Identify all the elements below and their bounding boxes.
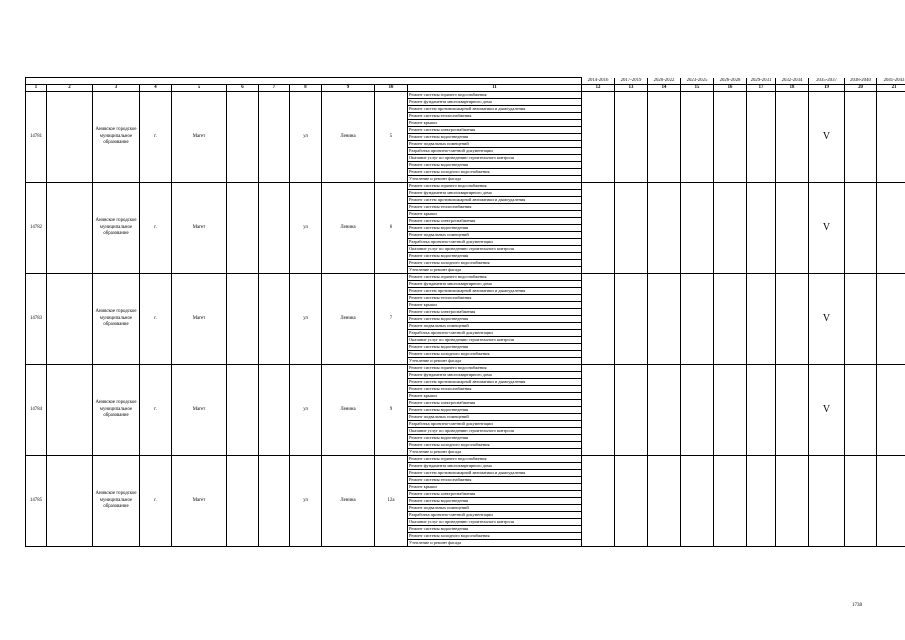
column-number-cell: 1 [26, 85, 47, 92]
years-spacer-cell [172, 78, 227, 85]
year-mark-cell [648, 92, 681, 183]
work-type-cell: Ремонт системы водоотведения [408, 162, 582, 169]
empty-cell [259, 365, 290, 456]
year-mark-cell [582, 456, 615, 547]
street-type-cell: ул [290, 92, 322, 183]
work-type-cell: Ремонт систем противопожарной автоматики и дымоудаления [408, 288, 582, 295]
locality-cell: Магет [172, 183, 227, 274]
year-mark-cell [845, 183, 877, 274]
street-cell: Ленина [322, 183, 375, 274]
year-mark-cell [877, 274, 905, 365]
years-spacer-cell [47, 78, 93, 85]
work-type-cell: Ремонт крыши [408, 302, 582, 309]
year-mark-cell [776, 274, 809, 365]
work-type-cell: Ремонт крыши [408, 393, 582, 400]
row-id-cell: 14782 [26, 183, 47, 274]
house-number-cell: 7 [375, 274, 408, 365]
year-mark-cell [845, 365, 877, 456]
year-period-cell: 2032-2034 [776, 78, 809, 85]
column-number-cell: 17 [747, 85, 776, 92]
empty-cell [227, 183, 259, 274]
work-type-cell: Ремонт фундамента многоквартирного дома [408, 99, 582, 106]
work-type-cell: Ремонт систем противопожарной автоматики и дымоудаления [408, 470, 582, 477]
table-row [26, 274, 905, 281]
repair-mark: V [809, 183, 845, 274]
work-type-cell: Ремонт фундамента многоквартирного дома [408, 372, 582, 379]
year-period-cell: 2026-2028 [714, 78, 747, 85]
work-type-cell: Ремонт системы теплоснабжения [408, 204, 582, 211]
year-mark-cell [615, 456, 648, 547]
work-type-cell: Ремонт системы горячего водоснабжения [408, 183, 582, 190]
work-type-cell: Ремонт системы водоотведения [408, 134, 582, 141]
work-type-cell: Разработка проектно-сметной документации [408, 512, 582, 519]
column-number-cell: 10 [375, 85, 408, 92]
locality-type-cell: г. [140, 183, 172, 274]
empty-cell [259, 183, 290, 274]
work-type-cell: Ремонт системы горячего водоснабжения [408, 274, 582, 281]
work-type-cell: Утепление и ремонт фасада [408, 176, 582, 183]
work-type-cell: Разработка проектно-сметной документации [408, 421, 582, 428]
house-number-cell: 6 [375, 183, 408, 274]
empty-cell [47, 92, 93, 183]
empty-cell [47, 365, 93, 456]
work-type-cell: Ремонт крыши [408, 484, 582, 491]
years-spacer-cell [408, 78, 582, 85]
year-mark-cell [681, 456, 714, 547]
work-type-cell: Ремонт системы водоотведения [408, 407, 582, 414]
work-type-cell: Ремонт систем противопожарной автоматики и дымоудаления [408, 379, 582, 386]
work-type-cell: Ремонт системы холодного водоснабжения [408, 442, 582, 449]
repair-mark: V [809, 274, 845, 365]
work-type-cell: Оказание услуг по проведению строительного контроля [408, 337, 582, 344]
work-type-cell: Утепление и ремонт фасада [408, 449, 582, 456]
work-type-cell: Утепление и ремонт фасада [408, 267, 582, 274]
year-mark-cell [776, 365, 809, 456]
column-number-cell: 9 [322, 85, 375, 92]
work-type-cell: Ремонт системы горячего водоснабжения [408, 456, 582, 463]
work-type-cell: Оказание услуг по проведению строительного контроля [408, 428, 582, 435]
column-number-cell: 4 [140, 85, 172, 92]
year-mark-cell [648, 183, 681, 274]
year-mark-cell [845, 92, 877, 183]
locality-type-cell: г. [140, 92, 172, 183]
work-type-cell: Ремонт подвальных помещений [408, 323, 582, 330]
year-mark-cell [877, 92, 905, 183]
work-type-cell: Оказание услуг по проведению строительного контроля [408, 246, 582, 253]
years-spacer-cell [227, 78, 259, 85]
years-spacer-cell [375, 78, 408, 85]
column-number-cell: 21 [877, 85, 905, 92]
work-type-cell: Ремонт фундамента многоквартирного дома [408, 190, 582, 197]
empty-cell [47, 183, 93, 274]
year-period-cell: 2041-2043 [877, 78, 905, 85]
work-type-cell: Ремонт системы горячего водоснабжения [408, 92, 582, 99]
year-mark-cell [845, 274, 877, 365]
work-type-cell: Оказание услуг по проведению строительного контроля [408, 519, 582, 526]
year-mark-cell [747, 92, 776, 183]
column-number-cell: 14 [648, 85, 681, 92]
year-mark-cell [714, 183, 747, 274]
column-number-cell: 3 [93, 85, 140, 92]
year-period-cell: 2020-2022 [648, 78, 681, 85]
house-number-cell: 9 [375, 365, 408, 456]
street-type-cell: ул [290, 365, 322, 456]
year-mark-cell [615, 365, 648, 456]
work-type-cell: Ремонт подвальных помещений [408, 505, 582, 512]
empty-cell [47, 274, 93, 365]
empty-cell [47, 456, 93, 547]
work-type-cell: Ремонт системы теплоснабжения [408, 477, 582, 484]
row-id-cell: 14781 [26, 92, 47, 183]
year-mark-cell [681, 183, 714, 274]
year-period-cell: 2035-2037 [809, 78, 845, 85]
column-number-row [26, 85, 905, 92]
work-type-cell: Утепление и ремонт фасада [408, 540, 582, 547]
municipality-cell: Анивское городское муниципальное образование [93, 183, 140, 274]
work-type-cell: Ремонт подвальных помещений [408, 141, 582, 148]
table-row [26, 92, 905, 99]
year-mark-cell [615, 92, 648, 183]
year-period-cell: 2023-2025 [681, 78, 714, 85]
year-mark-cell [648, 365, 681, 456]
street-type-cell: ул [290, 183, 322, 274]
year-mark-cell [747, 365, 776, 456]
work-type-cell: Ремонт систем противопожарной автоматики и дымоудаления [408, 106, 582, 113]
year-mark-cell [877, 183, 905, 274]
year-mark-cell [714, 456, 747, 547]
empty-cell [227, 456, 259, 547]
year-period-cell: 2014-2016 [582, 78, 615, 85]
street-type-cell: ул [290, 456, 322, 547]
year-mark-cell [809, 456, 845, 547]
year-mark-cell [582, 92, 615, 183]
year-mark-cell [776, 92, 809, 183]
work-type-cell: Ремонт фундамента многоквартирного дома [408, 281, 582, 288]
work-type-cell: Оказание услуг по проведению строительного контроля [408, 155, 582, 162]
work-type-cell: Ремонт системы электроснабжения [408, 491, 582, 498]
work-type-cell: Ремонт системы водоотведения [408, 225, 582, 232]
street-cell: Ленина [322, 92, 375, 183]
work-type-cell: Ремонт системы электроснабжения [408, 127, 582, 134]
empty-cell [259, 92, 290, 183]
year-period-cell: 2029-2031 [747, 78, 776, 85]
year-mark-cell [714, 365, 747, 456]
street-cell: Ленина [322, 365, 375, 456]
year-mark-cell [615, 183, 648, 274]
column-number-cell: 15 [681, 85, 714, 92]
work-type-cell: Утепление и ремонт фасада [408, 358, 582, 365]
year-mark-cell [681, 92, 714, 183]
year-mark-cell [582, 183, 615, 274]
street-cell: Ленина [322, 274, 375, 365]
year-mark-cell [648, 456, 681, 547]
year-period-cell: 2038-2040 [845, 78, 877, 85]
column-number-cell: 2 [47, 85, 93, 92]
year-mark-cell [681, 274, 714, 365]
work-type-cell: Разработка проектно-сметной документации [408, 239, 582, 246]
year-mark-cell [648, 274, 681, 365]
years-spacer-cell [290, 78, 322, 85]
locality-type-cell: г. [140, 274, 172, 365]
municipality-cell: Анивское городское муниципальное образование [93, 92, 140, 183]
work-type-cell: Ремонт крыши [408, 120, 582, 127]
year-mark-cell [615, 274, 648, 365]
page-number: 1738 [852, 603, 862, 608]
work-type-cell: Ремонт системы водоотведения [408, 253, 582, 260]
work-type-cell: Ремонт систем противопожарной автоматики и дымоудаления [408, 197, 582, 204]
work-type-cell: Ремонт системы электроснабжения [408, 400, 582, 407]
years-spacer-cell [93, 78, 140, 85]
years-spacer-cell [140, 78, 172, 85]
column-number-cell: 13 [615, 85, 648, 92]
column-number-cell: 5 [172, 85, 227, 92]
column-number-cell: 7 [259, 85, 290, 92]
work-type-cell: Ремонт системы теплоснабжения [408, 295, 582, 302]
locality-cell: Магет [172, 92, 227, 183]
work-type-cell: Ремонт системы водоотведения [408, 435, 582, 442]
year-period-cell: 2017-2019 [615, 78, 648, 85]
municipality-cell: Анивское городское муниципальное образование [93, 365, 140, 456]
municipality-cell: Анивское городское муниципальное образование [93, 456, 140, 547]
table-row [26, 183, 905, 190]
work-type-cell: Ремонт системы водоотведения [408, 498, 582, 505]
year-mark-cell [714, 274, 747, 365]
empty-cell [227, 92, 259, 183]
year-mark-cell [582, 274, 615, 365]
work-type-cell: Ремонт крыши [408, 211, 582, 218]
locality-cell: Магет [172, 456, 227, 547]
work-type-cell: Ремонт подвальных помещений [408, 232, 582, 239]
column-number-cell: 8 [290, 85, 322, 92]
year-mark-cell [776, 456, 809, 547]
capital-repair-table [25, 77, 905, 547]
years-spacer-cell [322, 78, 375, 85]
work-type-cell: Ремонт подвальных помещений [408, 414, 582, 421]
locality-cell: Магет [172, 274, 227, 365]
locality-cell: Магет [172, 365, 227, 456]
municipality-cell: Анивское городское муниципальное образование [93, 274, 140, 365]
column-number-cell: 16 [714, 85, 747, 92]
row-id-cell: 14785 [26, 456, 47, 547]
empty-cell [259, 456, 290, 547]
year-mark-cell [877, 456, 905, 547]
work-type-cell: Ремонт системы горячего водоснабжения [408, 365, 582, 372]
work-type-cell: Ремонт фундамента многоквартирного дома [408, 463, 582, 470]
work-type-cell: Ремонт системы водоотведения [408, 526, 582, 533]
house-number-cell: 12а [375, 456, 408, 547]
column-number-cell: 12 [582, 85, 615, 92]
column-number-cell: 6 [227, 85, 259, 92]
row-id-cell: 14783 [26, 274, 47, 365]
work-type-cell: Ремонт системы холодного водоснабжения [408, 533, 582, 540]
work-type-cell: Ремонт системы холодного водоснабжения [408, 351, 582, 358]
locality-type-cell: г. [140, 365, 172, 456]
repair-mark: V [809, 92, 845, 183]
street-type-cell: ул [290, 274, 322, 365]
years-spacer-cell [259, 78, 290, 85]
work-type-cell: Разработка проектно-сметной документации [408, 148, 582, 155]
repair-mark: V [809, 365, 845, 456]
column-number-cell: 18 [776, 85, 809, 92]
table-row [26, 456, 905, 463]
work-type-cell: Ремонт системы теплоснабжения [408, 113, 582, 120]
work-type-cell: Ремонт системы теплоснабжения [408, 386, 582, 393]
column-number-cell: 19 [809, 85, 845, 92]
years-header-row [26, 78, 905, 85]
year-mark-cell [747, 183, 776, 274]
year-mark-cell [845, 456, 877, 547]
empty-cell [227, 274, 259, 365]
year-mark-cell [747, 274, 776, 365]
house-number-cell: 5 [375, 92, 408, 183]
locality-type-cell: г. [140, 456, 172, 547]
work-type-cell: Ремонт системы холодного водоснабжения [408, 260, 582, 267]
year-mark-cell [747, 456, 776, 547]
empty-cell [227, 365, 259, 456]
year-mark-cell [714, 92, 747, 183]
work-type-cell: Ремонт системы холодного водоснабжения [408, 169, 582, 176]
year-mark-cell [877, 365, 905, 456]
year-mark-cell [681, 365, 714, 456]
row-id-cell: 14784 [26, 365, 47, 456]
work-type-cell: Ремонт системы водоотведения [408, 344, 582, 351]
column-number-cell: 11 [408, 85, 582, 92]
work-type-cell: Ремонт системы электроснабжения [408, 309, 582, 316]
column-number-cell: 20 [845, 85, 877, 92]
work-type-cell: Ремонт системы водоотведения [408, 316, 582, 323]
street-cell: Ленина [322, 456, 375, 547]
work-type-cell: Ремонт системы электроснабжения [408, 218, 582, 225]
table-row [26, 365, 905, 372]
empty-cell [259, 274, 290, 365]
year-mark-cell [582, 365, 615, 456]
work-type-cell: Разработка проектно-сметной документации [408, 330, 582, 337]
year-mark-cell [776, 183, 809, 274]
years-spacer-cell [26, 78, 47, 85]
